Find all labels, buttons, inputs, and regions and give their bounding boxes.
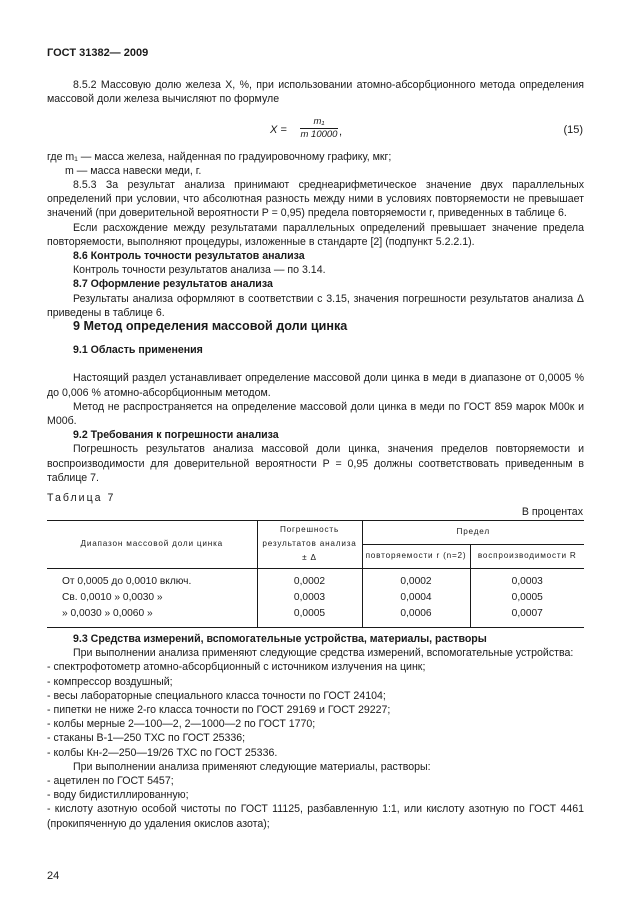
table-row [47,568,584,590]
section-9-3 [47,632,584,831]
paragraph-9-3a: При выполнении анализа применяют следующие средства измерений, вспомогательные устройства: [73,647,574,660]
section-8-5-2 [47,78,584,106]
header-reproducibility: воспроизводимости R [470,544,584,568]
cell-error: 0,0002 [257,568,362,590]
header-limit: Предел [362,521,584,545]
heading-8-7: 8.7 Оформление результатов анализа [73,278,273,291]
cell-reproducibility: 0,0003 [470,568,584,590]
cell-repeatability: 0,0006 [362,606,470,628]
document-header: ГОСТ 31382— 2009 [47,47,149,59]
cell-reproducibility: 0,0005 [470,590,584,606]
heading-9-3: 9.3 Средства измерений, вспомогательные устройства, материалы, растворы [73,633,487,645]
header-range: Диапазон массовой доли цинка [47,521,257,569]
legend-row-m: m — масса навески меди, г. [65,165,202,177]
list-item: - спектрофотометр атомно-абсорбционный с источником излучения на цинк; [47,661,426,674]
paragraph-9-1b: Метод не распространяется на определение массовой доли цинка в меди по ГОСТ 859 марок М00к и М00б. [47,400,584,428]
formula-numerator: m₁ [300,116,338,129]
cell-range: От 0,0005 до 0,0010 включ. [62,575,192,587]
cell-error: 0,0005 [257,606,362,628]
cell-error: 0,0003 [257,590,362,606]
list-item: - компрессор воздушный; [47,675,173,688]
heading-8-6: 8.6 Контроль точности результатов анализа [73,250,305,263]
table-caption: Таблица 7 [47,492,116,504]
table-row [47,606,584,628]
list-item: - стаканы В-1—250 ТХС по ГОСТ 25336; [47,732,246,745]
list-item: - пипетки не ниже 2-го класса точности по ГОСТ 29169 и ГОСТ 29227; [47,704,391,717]
paragraph-8-5-2: 8.5.2 Массовую долю железа X, %, при использовании атомно-абсорбционного метода определения массовой доли железа вычисляют по формуле [47,79,584,106]
formula-fraction [300,116,338,141]
list-item: - воду бидистиллированную; [47,789,189,802]
list-item: - колбы мерные 2—100—2, 2—1000—2 по ГОСТ 1770; [47,718,316,731]
paragraph-8-5-3b: Если расхождение между результатами параллельных определений превышает значение предела повторяемости, выполняют процедуры, изложенные в стандарте [2] (подпункт 5.2.2.1). [47,221,584,248]
section-9 [47,319,584,485]
formula-15 [0,113,630,143]
cell-range: Св. 0,0010 » 0,0030 » [62,591,163,603]
paragraph-8-6: Контроль точности результатов анализа — по 3.14. [73,264,326,277]
heading-9: 9 Метод определения массовой доли цинка [73,319,348,333]
list-item: - кислоту азотную особой чистоты по ГОСТ 11125, разбавленную 1:1, или кислоту азотную по ГОСТ 4461 (прокипяченную до удаления окислов азота); [47,803,584,830]
table-7 [47,520,584,628]
formula-legend [47,150,584,178]
heading-9-1: 9.1 Область применения [73,344,203,357]
table-row [47,590,584,606]
cell-repeatability: 0,0002 [362,568,470,590]
cell-repeatability: 0,0004 [362,590,470,606]
formula-comma: , [339,126,343,138]
list-item: - ацетилен по ГОСТ 5457; [47,775,174,788]
formula-denominator: m 10000 [300,129,338,140]
paragraph-8-5-3: 8.5.3 За результат анализа принимают среднеарифметическое значение двух параллельных определений при условии, что абсолютная разность между ними в условиях повторяемости не превышает значений (при доверительной вероятности P = 0,95) предела повторяемости r, приведенных в таблице 6. [47,179,584,220]
formula-lhs: X = [270,124,287,136]
list-item: - колбы Кн-2—250—19/26 ТХС по ГОСТ 25336. [47,746,278,759]
header-repeatability: повторяемости r (n=2) [362,544,470,568]
cell-range: » 0,0030 » 0,0060 » [47,606,257,628]
page-number: 24 [47,870,60,882]
list-item: - весы лабораторные специального класса точности по ГОСТ 24104; [47,689,386,702]
paragraph-9-1a: Настоящий раздел устанавливает определение массовой доли цинка в меди в диапазоне от 0,0005 % до 0,006 % атомно-абсорбционным методом. [47,372,584,399]
formula-number: (15) [563,124,583,136]
paragraph-9-3b: При выполнении анализа применяют следующие материалы, растворы: [73,760,431,773]
paragraph-8-7: Результаты анализа оформляют в соответствии с 3.15, значения погрешности результатов анализа Δ приведены в таблице 6. [47,292,584,319]
legend-row-m1: где m₁ — масса железа, найденная по градуировочному графику, мкг; [47,151,392,163]
section-8-5-3-to-8-7 [47,178,584,320]
heading-9-2: 9.2 Требования к погрешности анализа [73,429,279,442]
cell-reproducibility: 0,0007 [470,606,584,628]
table-unit: В процентах [521,506,583,518]
paragraph-9-2: Погрешность результатов анализа массовой доли цинка, значения пределов повторяемости и воспроизводимости для доверительной вероятности P = 0,95 должны соответствовать приведенным в таблице 7. [47,443,584,484]
header-error: Погрешность результатов анализа ± Δ [257,521,362,569]
